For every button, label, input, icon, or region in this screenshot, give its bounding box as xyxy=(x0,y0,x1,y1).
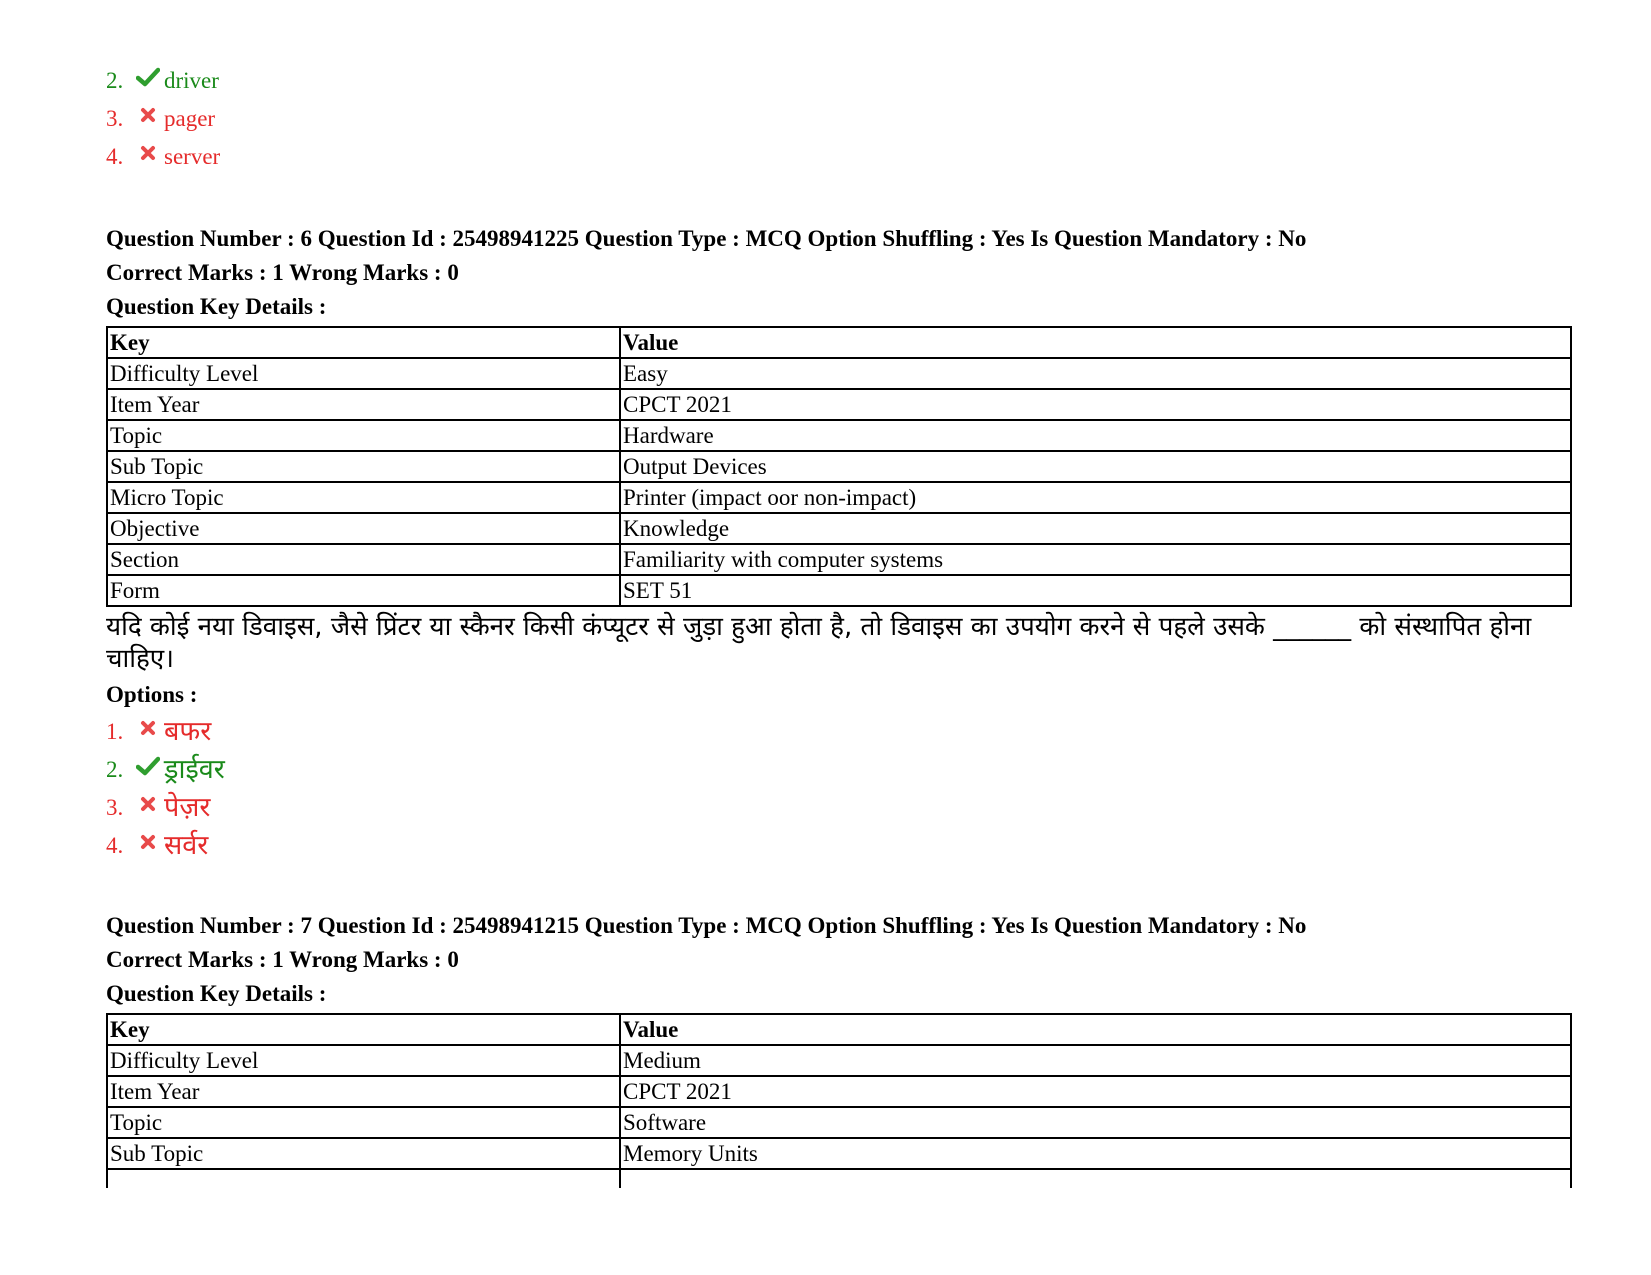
option-item xyxy=(106,827,1576,865)
question-header: Question Number : 7 Question Id : 25498941215 Question Type : MCQ Option Shuffling : Yes Is Question Mandatory : No xyxy=(106,913,1307,938)
table-row-cut xyxy=(107,1169,1571,1188)
key-details-table xyxy=(106,326,1572,607)
row-key: Micro Topic xyxy=(107,482,620,513)
option-item xyxy=(106,62,1576,100)
options-list xyxy=(106,713,1576,865)
row-key: Item Year xyxy=(107,1076,620,1107)
row-key: Objective xyxy=(107,513,620,544)
row-value: Memory Units xyxy=(620,1138,1571,1169)
table-row xyxy=(107,482,1571,513)
option-item xyxy=(106,138,1576,176)
option-item xyxy=(106,713,1576,751)
row-value: Knowledge xyxy=(620,513,1571,544)
options-label: Options : xyxy=(106,682,198,707)
option-text: pager xyxy=(164,106,216,131)
row-value: Software xyxy=(620,1107,1571,1138)
option-text: सर्वर xyxy=(164,830,209,861)
option-number: 2. xyxy=(106,68,124,93)
column-header-key: Key xyxy=(107,327,620,358)
option-item xyxy=(106,751,1576,789)
table-row xyxy=(107,513,1571,544)
row-value: Output Devices xyxy=(620,451,1571,482)
table-row xyxy=(107,420,1571,451)
column-header-value: Value xyxy=(620,327,1571,358)
row-value: CPCT 2021 xyxy=(620,389,1571,420)
option-text: बफर xyxy=(164,716,212,747)
option-item xyxy=(106,100,1576,138)
table-row xyxy=(107,1045,1571,1076)
row-value: Easy xyxy=(620,358,1571,389)
row-value: Familiarity with computer systems xyxy=(620,544,1571,575)
check-icon xyxy=(132,67,164,87)
prev-options-list xyxy=(106,62,1576,176)
option-number: 4. xyxy=(106,833,124,858)
document-page xyxy=(106,62,1576,1188)
row-key: Topic xyxy=(107,420,620,451)
option-number: 2. xyxy=(106,757,124,782)
table-row xyxy=(107,451,1571,482)
row-key: Form xyxy=(107,575,620,606)
option-text: driver xyxy=(164,68,219,93)
marks-line: Correct Marks : 1 Wrong Marks : 0 xyxy=(106,260,459,285)
table-header-row xyxy=(107,327,1571,358)
column-header-value: Value xyxy=(620,1014,1571,1045)
cross-icon xyxy=(132,720,164,736)
cross-icon xyxy=(132,796,164,812)
table-row xyxy=(107,1107,1571,1138)
column-header-key: Key xyxy=(107,1014,620,1045)
option-number: 1. xyxy=(106,719,124,744)
row-key: Item Year xyxy=(107,389,620,420)
row-value: CPCT 2021 xyxy=(620,1076,1571,1107)
option-number: 3. xyxy=(106,106,124,131)
key-details-label: Question Key Details : xyxy=(106,981,327,1006)
option-number: 3. xyxy=(106,795,124,820)
option-text: server xyxy=(164,144,221,169)
cross-icon xyxy=(132,834,164,850)
row-key: Sub Topic xyxy=(107,451,620,482)
option-text: पेज़र xyxy=(164,792,211,823)
table-row xyxy=(107,544,1571,575)
row-key: Section xyxy=(107,544,620,575)
key-details-label: Question Key Details : xyxy=(106,294,327,319)
question-header: Question Number : 6 Question Id : 25498941225 Question Type : MCQ Option Shuffling : Yes Is Question Mandatory : No xyxy=(106,226,1307,251)
option-number: 4. xyxy=(106,144,124,169)
option-text: ड्राईवर xyxy=(164,754,225,785)
check-icon xyxy=(132,756,164,776)
row-key: Difficulty Level xyxy=(107,358,620,389)
marks-line: Correct Marks : 1 Wrong Marks : 0 xyxy=(106,947,459,972)
question-7 xyxy=(106,909,1576,1188)
question-text: यदि कोई नया डिवाइस, जैसे प्रिंटर या स्कैनर किसी कंप्यूटर से जुड़ा हुआ होता है, तो डिवाइस का उपयोग करने से पहले उसके ______ को संस्थापित होना चाहिए। xyxy=(106,612,1532,674)
option-item xyxy=(106,789,1576,827)
row-value: SET 51 xyxy=(620,575,1571,606)
row-key: Topic xyxy=(107,1107,620,1138)
row-key: Sub Topic xyxy=(107,1138,620,1169)
cross-icon xyxy=(132,145,164,161)
key-details-table xyxy=(106,1013,1572,1188)
cross-icon xyxy=(132,107,164,123)
row-value: Medium xyxy=(620,1045,1571,1076)
table-row xyxy=(107,575,1571,606)
table-header-row xyxy=(107,1014,1571,1045)
table-row xyxy=(107,1138,1571,1169)
table-row xyxy=(107,358,1571,389)
row-key: Difficulty Level xyxy=(107,1045,620,1076)
table-row xyxy=(107,1076,1571,1107)
question-6 xyxy=(106,222,1576,865)
row-value: Printer (impact oor non-impact) xyxy=(620,482,1571,513)
table-row xyxy=(107,389,1571,420)
row-value: Hardware xyxy=(620,420,1571,451)
